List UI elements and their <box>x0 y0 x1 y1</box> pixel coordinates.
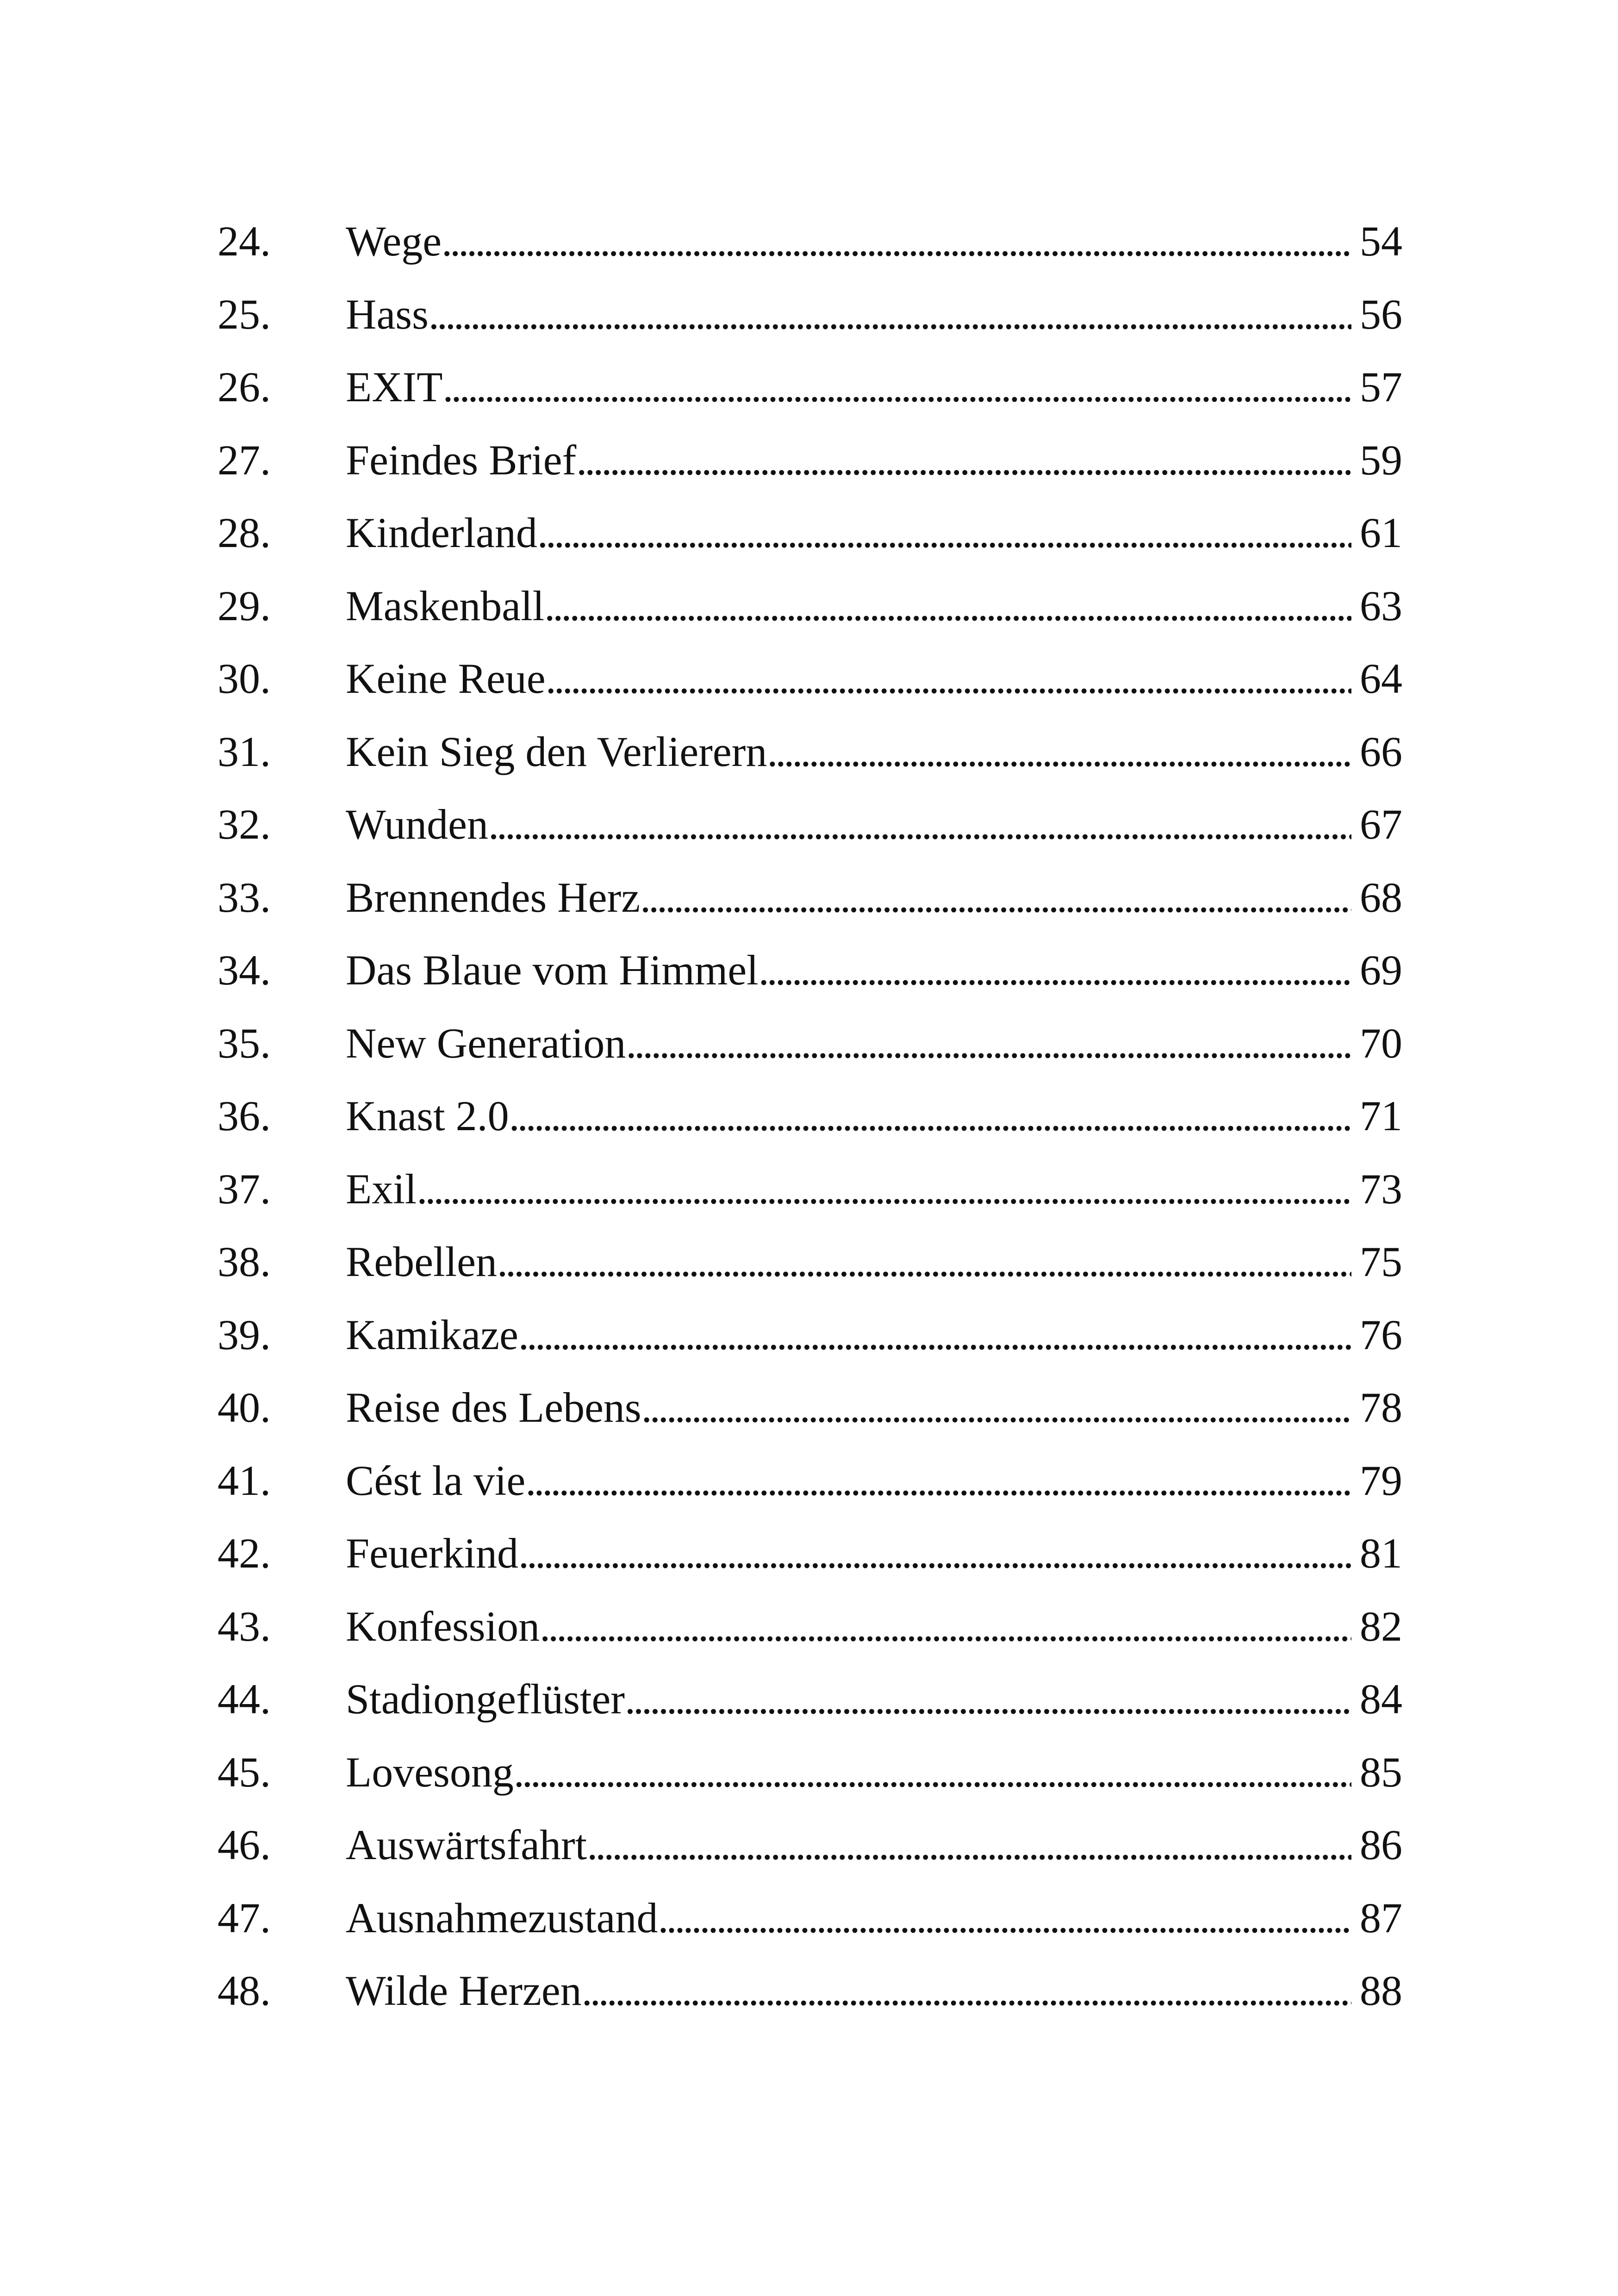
toc-entry-page-number: 78 <box>1360 1384 1402 1431</box>
toc-entry <box>218 570 1402 643</box>
toc-entry <box>218 642 1402 716</box>
toc-entry-line <box>346 1517 1402 1590</box>
toc-entry-number: 24. <box>218 218 271 265</box>
toc-entry-title: Kein Sieg den Verlierern <box>346 728 767 775</box>
toc-entry <box>218 1299 1402 1372</box>
dot-leader <box>582 1954 1351 2028</box>
toc-entry-line <box>346 1590 1402 1663</box>
dot-leader <box>626 1007 1351 1080</box>
toc-entry <box>218 1371 1402 1444</box>
toc-entry-line <box>346 1226 1402 1299</box>
toc-entry <box>218 424 1402 497</box>
toc-entry-title: Wunden <box>346 801 488 848</box>
toc-entry-number: 46. <box>218 1821 271 1868</box>
dot-leader <box>576 424 1351 497</box>
toc-entry <box>218 1954 1402 2028</box>
dot-leader <box>417 1153 1351 1226</box>
toc-entry-title: Das Blaue vom Himmel <box>346 946 759 994</box>
toc-entry-title: Rebellen <box>346 1238 497 1285</box>
toc-entry-page-number: 82 <box>1360 1602 1402 1650</box>
toc-entry-page-number: 71 <box>1360 1092 1402 1139</box>
dot-leader <box>442 205 1351 278</box>
toc-entry <box>218 1226 1402 1299</box>
toc-entry <box>218 1517 1402 1590</box>
toc-entry-page-number: 67 <box>1360 801 1402 848</box>
dot-leader <box>641 1371 1351 1444</box>
toc-entry-page-number: 73 <box>1360 1165 1402 1213</box>
toc-entry-title: Maskenball <box>346 582 545 629</box>
toc-entry-page-number: 75 <box>1360 1238 1402 1285</box>
toc-entry-number: 33. <box>218 873 271 921</box>
toc-entry-line <box>346 716 1402 789</box>
toc-entry-number: 28. <box>218 509 271 556</box>
toc-entry-line <box>346 861 1402 934</box>
toc-entry-number: 40. <box>218 1384 271 1431</box>
toc-entry <box>218 278 1402 351</box>
toc-entry-title: Cést la vie <box>346 1456 526 1504</box>
toc-entry-number: 35. <box>218 1019 271 1067</box>
toc-entry-number: 27. <box>218 436 271 484</box>
toc-entry-number: 31. <box>218 728 271 775</box>
toc-entry-title: Brennendes Herz <box>346 873 641 921</box>
toc-entry-line <box>346 1663 1402 1736</box>
toc-entry <box>218 351 1402 424</box>
dot-leader <box>767 716 1351 789</box>
toc-entry-number: 37. <box>218 1165 271 1213</box>
toc-entry-page-number: 66 <box>1360 728 1402 775</box>
toc-entry-title: Kamikaze <box>346 1311 518 1358</box>
toc-entry-page-number: 79 <box>1360 1456 1402 1504</box>
toc-entry-title: New Generation <box>346 1019 626 1067</box>
dot-leader <box>540 1590 1351 1663</box>
toc-entry-line <box>346 424 1402 497</box>
toc-entry-number: 39. <box>218 1311 271 1358</box>
toc-entry-page-number: 76 <box>1360 1311 1402 1358</box>
toc-entry-title: EXIT <box>346 363 443 411</box>
toc-entry-title: Reise des Lebens <box>346 1384 641 1431</box>
dot-leader <box>625 1663 1351 1736</box>
toc-entry-number: 47. <box>218 1894 271 1941</box>
toc-entry-title: Wilde Herzen <box>346 1967 582 2014</box>
toc-entry-number: 44. <box>218 1675 271 1723</box>
dot-leader <box>488 788 1351 861</box>
toc-entry-title: Feuerkind <box>346 1530 519 1577</box>
toc-entry-title: Knast 2.0 <box>346 1092 509 1139</box>
toc-entry <box>218 1590 1402 1663</box>
toc-entry-number: 32. <box>218 801 271 848</box>
toc-entry-number: 48. <box>218 1967 271 2014</box>
toc-entry-line <box>346 570 1402 643</box>
toc-entry-page-number: 69 <box>1360 946 1402 994</box>
dot-leader <box>497 1226 1351 1299</box>
toc-entry-number: 30. <box>218 655 271 702</box>
toc-entry <box>218 716 1402 789</box>
toc-entry <box>218 1153 1402 1226</box>
toc-entry-page-number: 87 <box>1360 1894 1402 1941</box>
toc-entry <box>218 1736 1402 1809</box>
toc-entry-line <box>346 205 1402 278</box>
toc-entry-number: 42. <box>218 1530 271 1577</box>
toc-entry-number: 25. <box>218 290 271 338</box>
toc-entry-line <box>346 1371 1402 1444</box>
dot-leader <box>537 497 1351 570</box>
dot-leader <box>546 642 1351 716</box>
toc-entry-number: 29. <box>218 582 271 629</box>
toc-entry-page-number: 63 <box>1360 582 1402 629</box>
toc-entry-page-number: 59 <box>1360 436 1402 484</box>
toc-entry <box>218 205 1402 278</box>
toc-entry-page-number: 64 <box>1360 655 1402 702</box>
toc-entry-title: Feindes Brief <box>346 436 577 484</box>
toc-entry-title: Exil <box>346 1165 417 1213</box>
toc-entry-line <box>346 1736 1402 1809</box>
toc-entry-page-number: 57 <box>1360 363 1402 411</box>
toc-entry <box>218 1663 1402 1736</box>
toc-entry-number: 43. <box>218 1602 271 1650</box>
toc-entry <box>218 1080 1402 1153</box>
dot-leader <box>518 1299 1351 1372</box>
toc-entry <box>218 497 1402 570</box>
dot-leader <box>518 1517 1351 1590</box>
toc-entry <box>218 861 1402 934</box>
toc-entry-line <box>346 497 1402 570</box>
toc-entry-page-number: 70 <box>1360 1019 1402 1067</box>
toc-entry-line <box>346 1882 1402 1955</box>
toc-entry-line <box>346 1080 1402 1153</box>
toc-entry-number: 45. <box>218 1748 271 1796</box>
toc-entry-page-number: 56 <box>1360 290 1402 338</box>
toc-entry-line <box>346 788 1402 861</box>
dot-leader <box>525 1444 1351 1518</box>
toc-entry <box>218 1882 1402 1955</box>
toc-entry-title: Hass <box>346 290 429 338</box>
toc-entry-number: 34. <box>218 946 271 994</box>
toc-entry-number: 38. <box>218 1238 271 1285</box>
toc-entry-page-number: 81 <box>1360 1530 1402 1577</box>
toc-entry-page-number: 88 <box>1360 1967 1402 2014</box>
toc-entry <box>218 934 1402 1007</box>
toc-entry-line <box>346 1153 1402 1226</box>
toc-entry-page-number: 84 <box>1360 1675 1402 1723</box>
dot-leader <box>759 934 1351 1007</box>
dot-leader <box>640 861 1351 934</box>
toc-entry-line <box>346 934 1402 1007</box>
toc-entry <box>218 788 1402 861</box>
toc-entry <box>218 1444 1402 1518</box>
toc-entry-line <box>346 1299 1402 1372</box>
dot-leader <box>442 351 1351 424</box>
toc-entry-line <box>346 1809 1402 1882</box>
toc-entry-title: Kinderland <box>346 509 537 556</box>
dot-leader <box>429 278 1351 351</box>
toc-entry-title: Stadiongeflüster <box>346 1675 625 1723</box>
dot-leader <box>509 1080 1351 1153</box>
table-of-contents <box>218 205 1402 2028</box>
dot-leader <box>514 1736 1351 1809</box>
toc-entry-number: 26. <box>218 363 271 411</box>
toc-entry-page-number: 68 <box>1360 873 1402 921</box>
toc-entry-number: 41. <box>218 1456 271 1504</box>
toc-entry-title: Ausnahmezustand <box>346 1894 658 1941</box>
toc-entry-page-number: 54 <box>1360 218 1402 265</box>
toc-entry <box>218 1809 1402 1882</box>
toc-entry-page-number: 61 <box>1360 509 1402 556</box>
toc-entry <box>218 1007 1402 1080</box>
toc-entry-line <box>346 278 1402 351</box>
toc-entry-page-number: 85 <box>1360 1748 1402 1796</box>
toc-entry-line <box>346 351 1402 424</box>
toc-entry-line <box>346 1954 1402 2028</box>
toc-entry-title: Lovesong <box>346 1748 514 1796</box>
toc-entry-title: Wege <box>346 218 442 265</box>
dot-leader <box>658 1882 1351 1955</box>
toc-entry-number: 36. <box>218 1092 271 1139</box>
dot-leader <box>587 1809 1351 1882</box>
toc-entry-title: Konfession <box>346 1602 540 1650</box>
toc-entry-line <box>346 1444 1402 1518</box>
toc-entry-line <box>346 1007 1402 1080</box>
toc-entry-page-number: 86 <box>1360 1821 1402 1868</box>
toc-entry-title: Keine Reue <box>346 655 546 702</box>
toc-entry-title: Auswärtsfahrt <box>346 1821 587 1868</box>
dot-leader <box>544 570 1351 643</box>
toc-entry-line <box>346 642 1402 716</box>
